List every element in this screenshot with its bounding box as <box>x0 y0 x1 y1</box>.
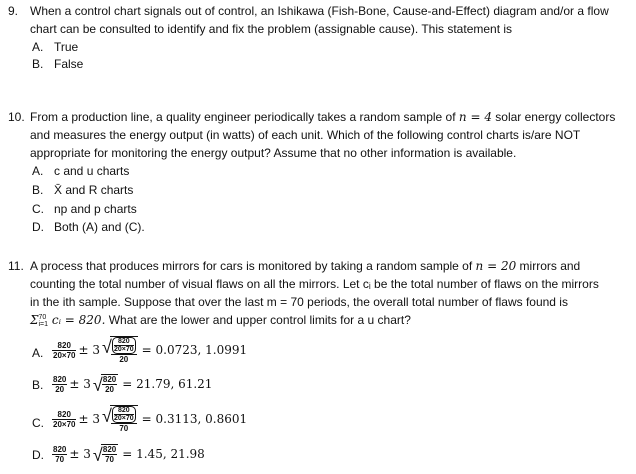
question-number: 9. <box>8 4 19 18</box>
option-letter: A. <box>32 164 44 178</box>
option-letter: A. <box>32 40 44 54</box>
question-text-line: in the ith sample. Suppose that over the last m = 70 periods, the overall total number of flaws found is <box>30 295 568 309</box>
question-text-line: appropriate for monitoring the energy output? Assume that no other information is available. <box>30 146 517 160</box>
option-letter: C. <box>32 416 44 430</box>
question-text-line: chart can be consulted to identify and fix the problem (assignable cause). This statement is <box>30 22 513 36</box>
option-formula: $\frac{820}{70}$ ± 3 √ $\frac{820}{70}$ = 1.45, 21.98 <box>53 444 205 465</box>
option-letter: B. <box>32 378 44 392</box>
option-text: np and p charts <box>54 202 137 216</box>
option-letter: A. <box>32 346 44 360</box>
option-letter: B. <box>32 57 44 71</box>
option-text: X̄ and R charts <box>54 183 134 197</box>
option-letter: B. <box>32 183 44 197</box>
option-text: Both (A) and (C). <box>54 220 145 234</box>
question-text-line: Σ 70 i=1 cᵢ = 820. What are the lower and upper control limits for a u chart? <box>30 313 411 328</box>
question-text-line: From a production line, a quality engineer periodically takes a random sample of n = 4 solar energy collectors <box>30 110 616 124</box>
option-letter: C. <box>32 202 44 216</box>
option-formula: $\frac{820}{20\times 70}$ ± 3 √ $\frac{\frac{820}{20\times 70}}{20}$ = 0.0723, 1.0991 <box>53 337 248 364</box>
question-text-line: When a control chart signals out of control, an Ishikawa (Fish-Bone, Cause-and-Effect) diagram and/or a flow <box>30 4 609 18</box>
question-number: 11. <box>8 259 24 273</box>
option-letter: D. <box>32 448 44 462</box>
option-text: c and u charts <box>54 164 130 178</box>
question-text-line: counting the total number of visual flaws on all the mirrors. Let cᵢ be the total number of flaws on the mirrors <box>30 277 599 291</box>
option-formula: $\frac{820}{20}$ ± 3 √ $\frac{820}{20}$ = 21.79, 61.21 <box>53 374 213 395</box>
question-number: 10. <box>8 110 25 124</box>
question-text-line: A process that produces mirrors for cars is monitored by taking a random sample of n = 20 mirrors and <box>30 259 581 273</box>
option-formula: $\frac{820}{20\times 70}$ ± 3 √ $\frac{\frac{820}{20\times 70}}{70}$ = 0.3113, 0.8601 <box>53 406 248 433</box>
question-text-line: and measures the energy output (in watts) of each unit. Which of the following control charts is/are NOT <box>30 128 581 142</box>
option-text: False <box>54 57 84 71</box>
option-text: True <box>54 40 79 54</box>
option-letter: D. <box>32 220 44 234</box>
